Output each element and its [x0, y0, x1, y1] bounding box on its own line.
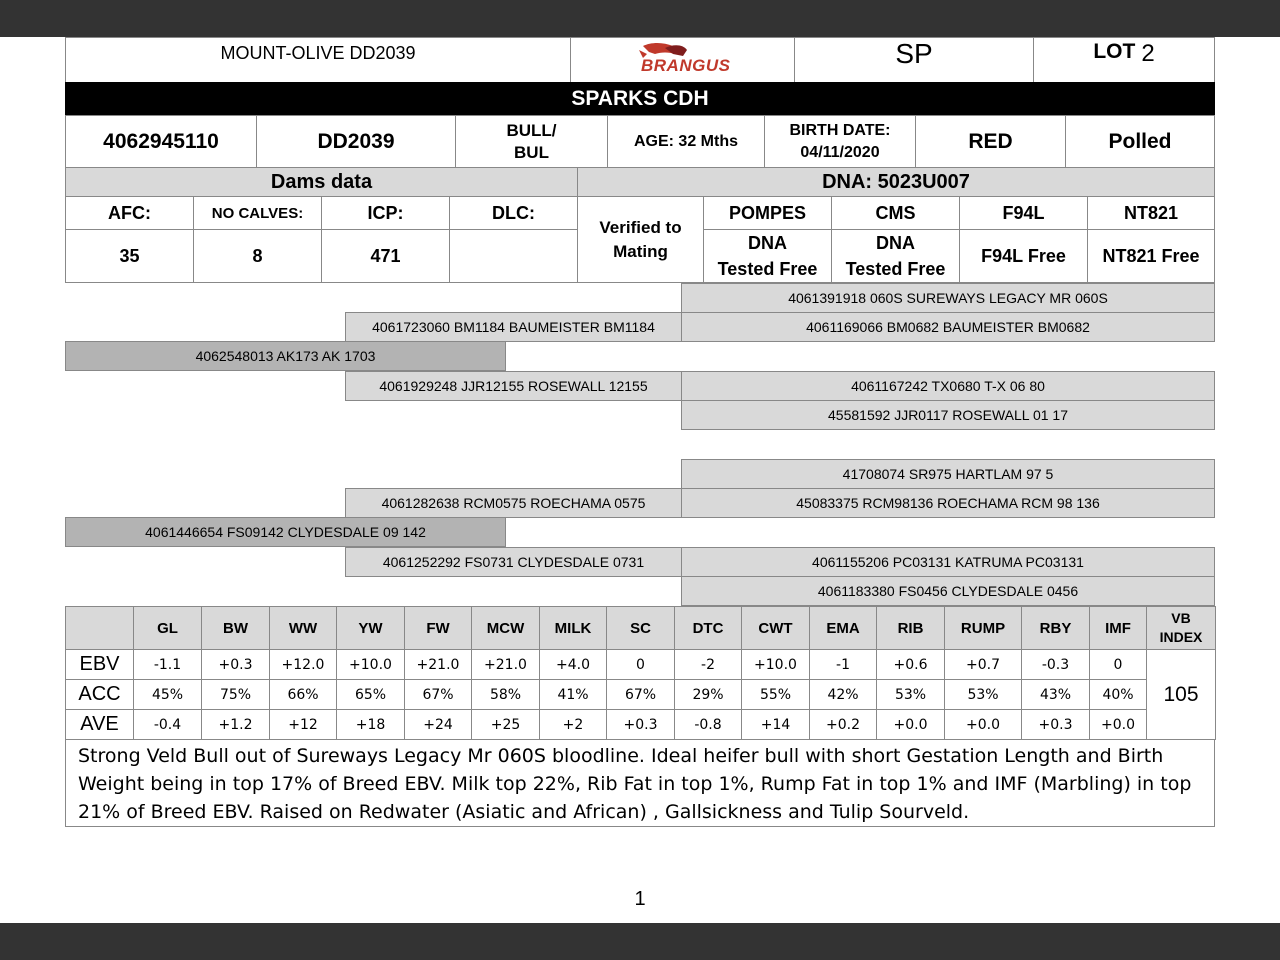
ebv-header-ema: EMA: [809, 606, 877, 650]
ebv-header-rib: RIB: [876, 606, 945, 650]
sp-cell: [794, 37, 1034, 83]
ebv-value-cell: +2: [539, 709, 607, 740]
nt821-result: NT821 Free: [1087, 229, 1215, 283]
pedigree-sire-dam: 4061929248 JJR12155 ROSEWALL 12155: [345, 371, 682, 401]
ebv-header-cwt: CWT: [741, 606, 810, 650]
dlc-value: [449, 229, 578, 283]
ebv-value-cell: 43%: [1021, 679, 1090, 710]
header-title: MOUNT-OLIVE DD2039: [220, 43, 416, 63]
ebv-header-ww: WW: [269, 606, 337, 650]
ebv-value-cell: +12: [269, 709, 337, 740]
sex-cell: BULL/ BUL: [455, 115, 608, 168]
ebv-value-cell: +0.0: [1089, 709, 1147, 740]
ebv-value-cell: +0.2: [809, 709, 877, 740]
pedigree-sire-sire-dam: 4061169066 BM0682 BAUMEISTER BM0682: [681, 312, 1215, 342]
lot-cell: [1033, 37, 1215, 83]
ebv-value-cell: +21.0: [471, 649, 540, 680]
ebv-header-sc: SC: [606, 606, 675, 650]
ebv-value-cell: +12.0: [269, 649, 337, 680]
pedigree-dam-dam: 4061252292 FS0731 CLYDESDALE 0731: [345, 547, 682, 577]
ebv-row-label: ACC: [65, 679, 134, 710]
comment-box: [65, 739, 1215, 827]
pedigree-dam-sire: 4061282638 RCM0575 ROECHAMA 0575: [345, 488, 682, 518]
ebv-corner-cell: [65, 606, 134, 650]
ebv-value-cell: -0.8: [674, 709, 742, 740]
ebv-value-cell: -0.3: [1021, 649, 1090, 680]
afc-value: 35: [65, 229, 194, 283]
vb-index-value: 105: [1146, 649, 1216, 740]
ebv-value-cell: -2: [674, 649, 742, 680]
logo-text: BRANGUS: [641, 56, 731, 75]
ebv-value-cell: -1.1: [133, 649, 202, 680]
ebv-row-label: AVE: [65, 709, 134, 740]
ebv-value-cell: 42%: [809, 679, 877, 710]
pedigree-sire-dam-dam: 45581592 JJR0117 ROSEWALL 01 17: [681, 400, 1215, 430]
ebv-header-rby: RBY: [1021, 606, 1090, 650]
dlc-header: DLC:: [449, 196, 578, 230]
ebv-value-cell: +21.0: [404, 649, 472, 680]
ebv-header-rump: RUMP: [944, 606, 1022, 650]
icp-value: 471: [321, 229, 450, 283]
ebv-value-cell: 67%: [404, 679, 472, 710]
ebv-value-cell: +18: [336, 709, 405, 740]
ebv-value-cell: +1.2: [201, 709, 270, 740]
reg-number: 4062945110: [65, 115, 257, 168]
ebv-value-cell: 53%: [876, 679, 945, 710]
ebv-value-cell: +25: [471, 709, 540, 740]
ebv-value-cell: +4.0: [539, 649, 607, 680]
animal-id: DD2039: [256, 115, 456, 168]
birth-date-cell: BIRTH DATE: 04/11/2020: [764, 115, 916, 168]
pedigree-sire-sire-sire: 4061391918 060S SUREWAYS LEGACY MR 060S: [681, 283, 1215, 313]
pompes-result: DNA Tested Free: [703, 229, 832, 283]
ebv-value-cell: +0.3: [1021, 709, 1090, 740]
ebv-value-cell: +10.0: [741, 649, 810, 680]
nt821-header: NT821: [1087, 196, 1215, 230]
ebv-header-imf: IMF: [1089, 606, 1147, 650]
ebv-value-cell: +0.0: [944, 709, 1022, 740]
ebv-value-cell: +14: [741, 709, 810, 740]
no-calves-header: NO CALVES:: [193, 196, 322, 230]
ebv-header-dtc: DTC: [674, 606, 742, 650]
afc-header: AFC:: [65, 196, 194, 230]
f94l-header: F94L: [959, 196, 1088, 230]
f94l-result: F94L Free: [959, 229, 1088, 283]
ebv-value-cell: 53%: [944, 679, 1022, 710]
ebv-value-cell: +0.3: [606, 709, 675, 740]
brangus-logo: [570, 37, 795, 83]
comment-text: Strong Veld Bull out of Sureways Legacy Mr 060S bloodline. Ideal heifer bull with short Gestation Length and Birth Weight being in top 17% of Breed EBV. Milk top 22%, Rib Fat in top 1%, Rump Fat in top 1% and IMF (Marbling) in top 21% of Breed EBV. Raised on Redwater (Asiatic and African) , Gallsickness and Tulip Sourveld.: [78, 745, 1192, 823]
animal-name: SPARKS CDH: [571, 86, 709, 110]
ebv-header-mcw: MCW: [471, 606, 540, 650]
pedigree-dam-dam-dam: 4061183380 FS0456 CLYDESDALE 0456: [681, 576, 1215, 606]
ebv-value-cell: +24: [404, 709, 472, 740]
pedigree-dam: 4061446654 FS09142 CLYDESDALE 09 142: [65, 517, 506, 547]
ebv-value-cell: -0.4: [133, 709, 202, 740]
cms-result: DNA Tested Free: [831, 229, 960, 283]
ebv-value-cell: 45%: [133, 679, 202, 710]
bottom-bar: [0, 923, 1280, 960]
ebv-value-cell: 58%: [471, 679, 540, 710]
ebv-header-gl: GL: [133, 606, 202, 650]
ebv-value-cell: 75%: [201, 679, 270, 710]
cms-header: CMS: [831, 196, 960, 230]
sp-label: SP: [895, 38, 933, 69]
ebv-value-cell: +0.6: [876, 649, 945, 680]
page-number: 1: [634, 888, 646, 910]
icp-header: ICP:: [321, 196, 450, 230]
horn-cell: Polled: [1065, 115, 1215, 168]
header-title-cell: [65, 37, 571, 83]
pedigree-sire-dam-sire: 4061167242 TX0680 T-X 06 80: [681, 371, 1215, 401]
ebv-value-cell: 67%: [606, 679, 675, 710]
pedigree-sire-sire: 4061723060 BM1184 BAUMEISTER BM1184: [345, 312, 682, 342]
ebv-header-fw: FW: [404, 606, 472, 650]
pedigree-dam-dam-sire: 4061155206 PC03131 KATRUMA PC03131: [681, 547, 1215, 577]
ebv-value-cell: +10.0: [336, 649, 405, 680]
ebv-value-cell: +0.7: [944, 649, 1022, 680]
ebv-row-label: EBV: [65, 649, 134, 680]
dna-title: DNA: 5023U007: [577, 167, 1215, 197]
animal-name-bar: [65, 82, 1215, 115]
colour-cell: RED: [915, 115, 1066, 168]
ebv-header-bw: BW: [201, 606, 270, 650]
ebv-value-cell: 65%: [336, 679, 405, 710]
ebv-value-cell: +0.0: [876, 709, 945, 740]
ebv-header-yw: YW: [336, 606, 405, 650]
ebv-value-cell: -1: [809, 649, 877, 680]
lot-number: 2: [1141, 40, 1155, 67]
ebv-value-cell: 0: [1089, 649, 1147, 680]
ebv-value-cell: 0: [606, 649, 675, 680]
no-calves-value: 8: [193, 229, 322, 283]
ebv-header-milk: MILK: [539, 606, 607, 650]
pedigree-dam-sire-sire: 41708074 SR975 HARTLAM 97 5: [681, 459, 1215, 489]
ebv-value-cell: 41%: [539, 679, 607, 710]
ebv-value-cell: 40%: [1089, 679, 1147, 710]
lot-label: LOT: [1093, 40, 1136, 63]
vb-index-header: VB INDEX: [1146, 606, 1216, 650]
pedigree-dam-sire-dam: 45083375 RCM98136 ROECHAMA RCM 98 136: [681, 488, 1215, 518]
age-cell: AGE: 32 Mths: [607, 115, 765, 168]
dams-title: Dams data: [65, 167, 578, 197]
ebv-value-cell: 66%: [269, 679, 337, 710]
ebv-value-cell: +0.3: [201, 649, 270, 680]
ebv-value-cell: 29%: [674, 679, 742, 710]
pedigree-sire: 4062548013 AK173 AK 1703: [65, 341, 506, 371]
pompes-header: POMPES: [703, 196, 832, 230]
verified-cell: Verified to Mating: [577, 196, 704, 283]
ebv-value-cell: 55%: [741, 679, 810, 710]
top-bar: [0, 0, 1280, 37]
